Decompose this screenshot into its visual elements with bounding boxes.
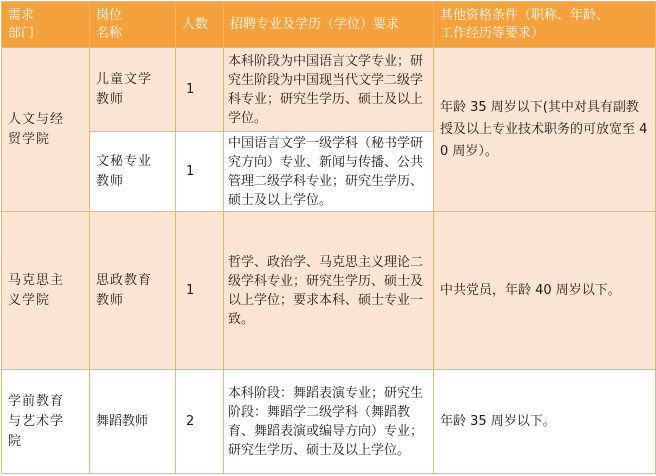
other-cell: 年龄 35 周岁以下。 [434,370,656,474]
table-row [2,48,656,132]
other-cell: 中共党员，年龄 40 周岁以下。 [434,212,656,370]
requirement-cell: 中国语言文学一级学科（秘书学研究方向）专业、新闻与传播、公共管理二级学科专业；研究生学历、硕士及以上学位。 [224,132,434,212]
position-cell: 舞蹈教师 [90,370,176,474]
header-row [2,2,656,48]
requirement-cell: 本科阶段为中国语言文学专业；研究生阶段为中国现当代文学二级学科专业；研究生学历、硕士及以上学位。 [224,48,434,132]
dept-cell: 学前教育 与艺术学 院 [2,370,90,474]
header-count: 人数 [176,2,224,48]
header-requirement: 招聘专业及学历（学位）要求 [224,2,434,48]
requirement-cell: 哲学、政治学、马克思主义理论二级学科专业；研究生学历、硕士及以上学位；要求本科、硕士专业一致。 [224,212,434,370]
position-cell: 文秘专业 教师 [90,132,176,212]
position-cell: 儿童文学 教师 [90,48,176,132]
count-cell: 1 [176,212,224,370]
requirement-cell: 本科阶段：舞蹈表演专业；研究生阶段：舞蹈学二级学科（舞蹈教育、舞蹈表演或编导方向）专业；研究生学历、硕士及以上学位。 [224,370,434,474]
other-cell: 年龄 35 周岁以下(其中对具有副教授及以上专业技术职务的可放宽至 40 周岁）。 [434,48,656,212]
header-position: 岗位 名称 [90,2,176,48]
header-dept: 需求 部门 [2,2,90,48]
count-cell: 2 [176,370,224,474]
table-row [2,212,656,370]
table-row [2,370,656,474]
count-cell: 1 [176,48,224,132]
count-cell: 1 [176,132,224,212]
dept-cell: 马克思主 义学院 [2,212,90,370]
recruitment-table [1,1,656,474]
dept-cell: 人文与经 贸学院 [2,48,90,212]
position-cell: 思政教育 教师 [90,212,176,370]
header-other: 其他资格条件（职称、年龄、 工作经历等要求） [434,2,656,48]
